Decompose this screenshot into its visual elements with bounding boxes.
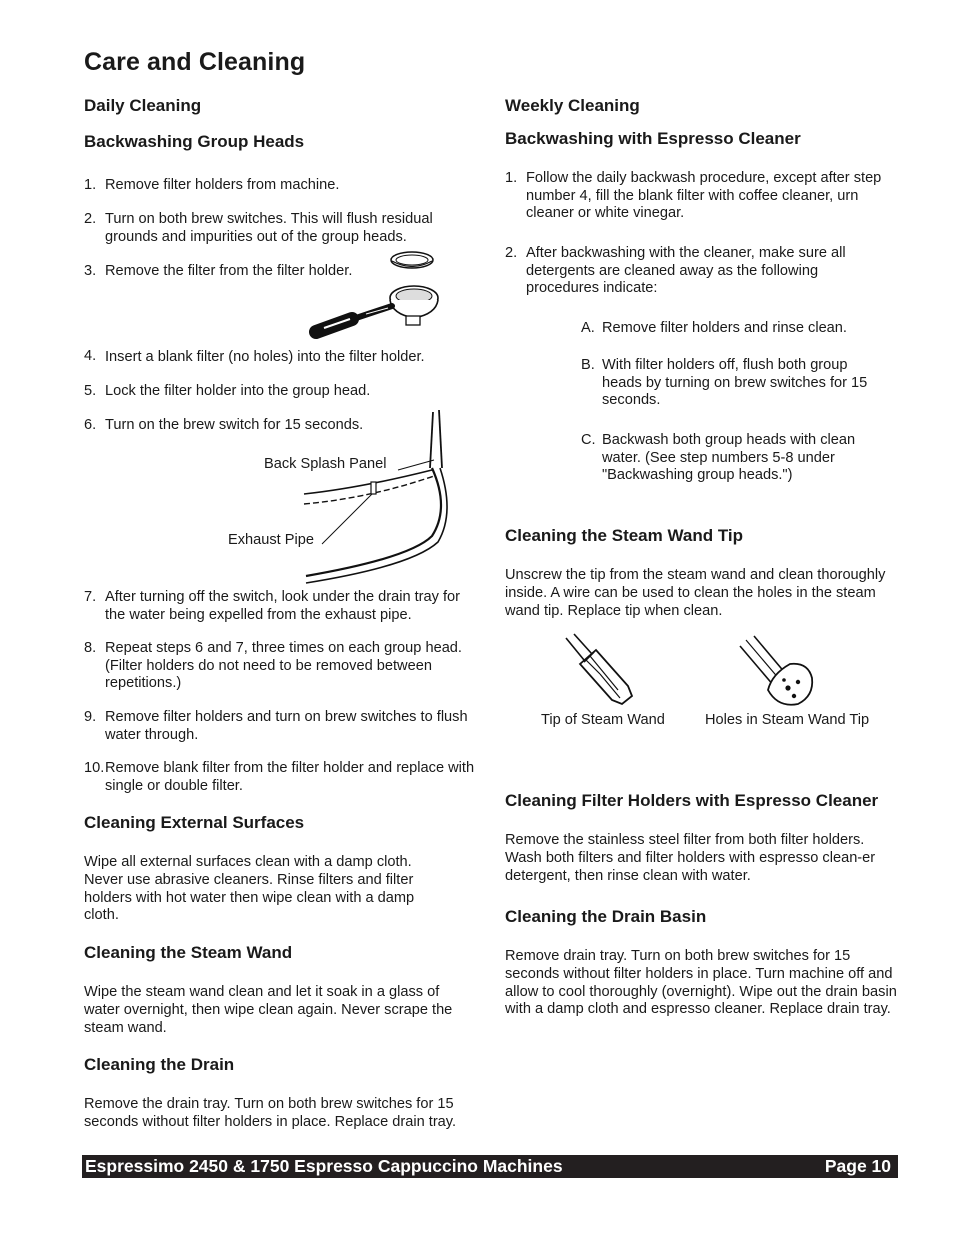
- step-text: Turn on the brew switch for 15 seconds.: [105, 417, 364, 433]
- steam-wand-tip-text: Unscrew the tip from the steam wand and clean thoroughly inside. A wire can be used to clean the holes in the steam wand tip. Replace tip when clean.: [505, 567, 886, 619]
- step-number: 9.: [84, 709, 97, 725]
- back-splash-panel-label: Back Splash Panel: [264, 456, 387, 472]
- footer-title: Espressimo 2450 & 1750 Espresso Cappuccino Machines: [85, 1156, 563, 1176]
- step-text: Remove filter holders and rinse clean.: [602, 320, 847, 336]
- step-number: B.: [581, 357, 595, 373]
- steam-wand-text: Wipe the steam wand clean and let it soak in a glass of water overnight, then wipe clean again. Never scrape the steam wand.: [84, 984, 453, 1036]
- steam-wand-tip-illustration: [560, 634, 640, 706]
- step-text: Remove filter holders from machine.: [105, 177, 340, 193]
- footer-bar: [82, 1155, 898, 1178]
- exhaust-pipe-diagram: [300, 408, 450, 583]
- filter-holders-text: Remove the stainless steel filter from both filter holders. Wash both filters and filter holders with espresso clean-er detergent, then rinse clean with water.: [505, 832, 876, 884]
- step-number: 7.: [84, 589, 97, 605]
- step-text: Backwash both group heads with clean water. (See step numbers 5-8 under "Backwashing group heads."): [602, 432, 856, 483]
- drain-basin-text: Remove drain tray. Turn on both brew switches for 15 seconds without filter holders in place. Turn machine off and allow to cool thoroughly (overnight). Wipe out the drain basin with a damp cloth and espresso cleaner. Replace drain tray.: [505, 948, 897, 1018]
- backwashing-espresso-cleaner-heading: Backwashing with Espresso Cleaner: [505, 129, 801, 148]
- weekly-cleaning-heading: Weekly Cleaning: [505, 96, 640, 115]
- step-text: With filter holders off, flush both group heads by turning on brew switches for 15 seconds.: [602, 357, 868, 408]
- external-surfaces-text: Wipe all external surfaces clean with a damp cloth. Never use abrasive cleaners. Rinse filters and filter holders with hot water then wipe clean with a damp cloth.: [84, 854, 415, 924]
- step-number: 10.: [84, 760, 105, 776]
- page-title: Care and Cleaning: [84, 48, 306, 76]
- step-number: 3.: [84, 263, 97, 279]
- holes-in-steam-wand-tip-caption: Holes in Steam Wand Tip: [705, 712, 870, 728]
- step-number: 1.: [84, 177, 97, 193]
- step-text: After turning off the switch, look under the drain tray for the water being expelled from the exhaust pipe.: [105, 589, 461, 623]
- step-text: Repeat steps 6 and 7, three times on each group head. (Filter holders do not need to be removed between repetitions.): [105, 640, 462, 691]
- exhaust-pipe-label: Exhaust Pipe: [228, 532, 314, 548]
- step-number: 6.: [84, 417, 97, 433]
- cleaning-filter-holders-heading: Cleaning Filter Holders with Espresso Cleaner: [505, 791, 879, 810]
- step-text: Remove filter holders and turn on brew switches to flush water through.: [105, 709, 468, 743]
- step-text: Remove blank filter from the filter holder and replace with single or double filter.: [105, 760, 475, 794]
- step-number: 8.: [84, 640, 97, 656]
- step-number: A.: [581, 320, 595, 336]
- cleaning-drain-heading: Cleaning the Drain: [84, 1055, 235, 1074]
- steam-wand-holes-illustration: [738, 634, 818, 708]
- step-number: 4.: [84, 348, 97, 364]
- step-number: 1.: [505, 170, 518, 186]
- step-text: Turn on both brew switches. This will flush residual grounds and impurities out of the group heads.: [105, 211, 433, 245]
- daily-cleaning-heading: Daily Cleaning: [84, 96, 202, 115]
- tip-of-steam-wand-caption: Tip of Steam Wand: [541, 712, 665, 728]
- drain-text: Remove the drain tray. Turn on both brew switches for 15 seconds without filter holders in place. Replace drain tray.: [84, 1096, 457, 1130]
- step-text: Follow the daily backwash procedure, except after step number 4, fill the blank filter with coffee cleaner, urn cleaner or white vinegar.: [526, 170, 882, 221]
- step-number: 2.: [84, 211, 97, 227]
- filter-holder-illustration: [310, 248, 450, 344]
- step-text: Lock the filter holder into the group head.: [105, 383, 371, 399]
- step-number: C.: [581, 432, 596, 448]
- page-number: Page 10: [824, 1156, 891, 1176]
- step-text: Insert a blank filter (no holes) into the filter holder.: [105, 349, 425, 365]
- cleaning-external-surfaces-heading: Cleaning External Surfaces: [84, 813, 305, 832]
- step-text: After backwashing with the cleaner, make sure all detergents are cleaned away as the following procedures indicate:: [526, 245, 846, 296]
- backwashing-group-heads-heading: Backwashing Group Heads: [84, 132, 305, 151]
- cleaning-steam-wand-heading: Cleaning the Steam Wand: [84, 943, 293, 962]
- step-number: 2.: [505, 245, 518, 261]
- cleaning-drain-basin-heading: Cleaning the Drain Basin: [505, 907, 707, 926]
- step-text: Remove the filter from the filter holder.: [105, 263, 353, 279]
- cleaning-steam-wand-tip-heading: Cleaning the Steam Wand Tip: [505, 526, 744, 545]
- step-number: 5.: [84, 383, 97, 399]
